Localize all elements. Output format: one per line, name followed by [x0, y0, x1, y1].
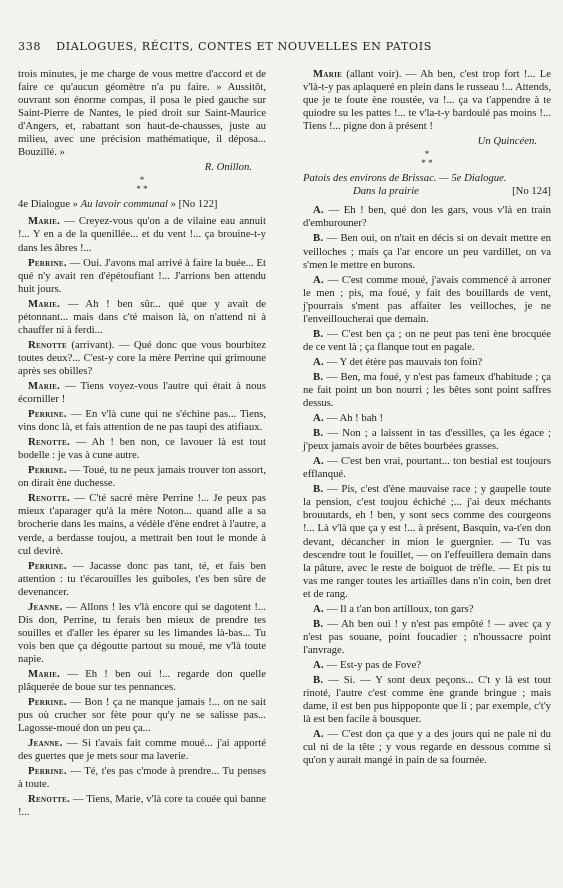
speaker-name: Renotte.	[28, 436, 70, 449]
speech-text: — Ah ! ben non, ce lavouer là est tout bodelle : je vas à cune autre.	[18, 436, 266, 462]
dialogue-4-lines	[18, 215, 266, 819]
dialogue-line	[303, 412, 551, 425]
speech-text: (arrivant). — Qué donc que vous bourbitez toutes deux?... C'est-y core la mère Perrine qui grimoune après ses obilles?	[18, 338, 266, 377]
speech-text: — En v'là cune qui ne s'échine pas... Tiens, vins donc là, et fais attention de ne pas taupi des atifiaux.	[18, 408, 266, 434]
dialogue-line	[303, 659, 551, 672]
dialogue-line	[18, 436, 266, 462]
section-stars	[303, 150, 551, 168]
speaker-name: A.	[313, 355, 324, 368]
left-column	[18, 68, 266, 821]
speech-text: — Creyez-vous qu'on a de vilaine eau annuit !... Y en a de la quenillée... et du vent !... ça brouine-t-y dans les âbres !...	[18, 215, 266, 254]
subtitle-place: Dans la prairie	[353, 185, 419, 198]
title-number: » [No 122]	[167, 198, 218, 211]
speech-text: — C'est comme moué, j'avais commencé à arroner le men ; pis, ma foué, y fait des bouillards de vent, j'pourrais s'ment pas affaiter les veilloches, je ne l'enveilloucherai que demain.	[303, 273, 551, 325]
speaker-name: Perrine.	[28, 765, 67, 778]
speech-text: — Ah ! bah !	[324, 412, 384, 425]
star-bottom: * *	[421, 158, 433, 169]
speaker-name: B.	[313, 427, 324, 440]
speaker-name: B.	[313, 370, 324, 383]
signature-quinceen: Un Quincéen.	[477, 135, 537, 148]
speaker-name: Marie.	[28, 215, 61, 228]
speech-text: — Oui. J'avons mal arrivé à faire la buée... Et qué n'y avait ren d'épétoufiant !... J'arrions ben attendu huit jours.	[18, 256, 266, 295]
speaker-name: Marie.	[28, 297, 61, 310]
speech-text: — Tiens, Marie, v'là core ta couée qui banne !...	[18, 793, 266, 819]
dialogue-line	[303, 371, 551, 410]
dialogue-4-title	[18, 198, 266, 211]
dialogue-line	[18, 696, 266, 735]
running-title: DIALOGUES, RÉCITS, CONTES ET NOUVELLES EN PATOIS	[56, 40, 432, 53]
dialogue-line	[303, 356, 551, 369]
star-top: *	[424, 149, 430, 160]
dialogue-line	[18, 298, 266, 337]
speech-text: — Tiens voyez-vous l'autre qui était à nous écorniller !	[18, 379, 266, 406]
title-prefix: 4e Dialogue »	[18, 198, 81, 211]
dialogue-4-end	[303, 68, 551, 133]
dialogue-line	[303, 274, 551, 326]
dialogue-line	[18, 668, 266, 694]
speech-text: (allant voir). — Ah ben, c'est trop fort !... Le v'là-t-y pas aplaqueré en plein dans le russeau !... Attends, que je te foute ène roustée, va !... ça va t'appendre à te quiodre su les pattes !... te v'la-t-y bardoulé pas moins !... Tiens !... pigne don à présent !	[303, 68, 551, 133]
speech-text: — Allons ! les v'là encore qui se dagotent !... Dis don, Perrine, tu ferais ben mieux de prendre tes souilles et d'aller les éparer su les limandes là-bas... Tu vois ben que ça dégoutte partout su moué, me v'là toute napie.	[18, 600, 266, 665]
speaker-name: B.	[313, 617, 324, 630]
speaker-name: B.	[313, 483, 324, 496]
speaker-name: A.	[313, 728, 324, 741]
speech-text: — C'est don ça que y a des jours qui ne pale ni du cul ni de la tête ; y vous regarde en dessous comme si qu'on y aurait mangé in pain de sa fournée.	[303, 728, 551, 767]
dialogue-line	[18, 601, 266, 666]
dialogue-line	[303, 204, 551, 230]
dialogue-line	[18, 215, 266, 254]
speaker-name: A.	[313, 658, 324, 671]
dialogue-line	[18, 408, 266, 434]
speaker-name: A.	[313, 412, 324, 425]
speech-text: — C'est ben ça ; on ne peut pas teni ène brocquée de ce vent là ; ça flanque tout en pagale.	[303, 327, 551, 353]
dialogue-5-title: Patois des environs de Brissac. — 5e Dialogue.	[303, 172, 507, 185]
dialogue-line	[303, 674, 551, 726]
speech-text: — Té, t'es pas c'mode à prendre... Tu penses à toute.	[18, 765, 266, 791]
dialogue-line	[303, 455, 551, 481]
speaker-name: Perrine.	[28, 256, 67, 269]
page-number: 338	[18, 40, 42, 53]
speech-text: — Est-y pas de Fove?	[324, 658, 422, 671]
speaker-name: Perrine.	[28, 696, 67, 709]
speech-text: — Ben, ma foué, y n'est pas fameux d'habitude ; ça ne fait point un bon nourri ; les bêtes sont point saffres dessus.	[303, 370, 551, 410]
speech-text: — Non ; a laissent in tas d'essilles, ça les égace ; j'peux jamais avoir de bêtes bourbées grasses.	[303, 427, 551, 453]
dialogue-line	[18, 737, 266, 763]
speech-text: — Si t'avais fait comme moué... j'ai apporté des guertes que je mets sour ma laverie.	[18, 737, 266, 763]
speech-text: — Il a t'an bon artilloux, ton gars?	[324, 602, 474, 615]
speaker-name: Renotte	[28, 338, 67, 351]
star-top: *	[139, 175, 145, 186]
speaker-name: Marie	[313, 68, 343, 80]
signature-onillon: R. Onillon.	[204, 161, 252, 174]
speaker-name: A.	[313, 455, 324, 468]
title-place: Au lavoir communal	[80, 198, 168, 211]
speech-text: — Toué, tu ne peux jamais trouver ton assort, on dirait ène duchesse.	[18, 464, 266, 490]
dialogue-line	[303, 728, 551, 767]
dialogue-line	[303, 483, 551, 600]
speech-text: — Eh ! ben oui !... regarde don quelle plâquerée de boue sur tes pennances.	[18, 667, 266, 694]
speech-text: — Ah ! ben sûr... qué que y avait de pétonnant... mais dans c'té maison là, on n'attend ni à chauffer ni à ferdi...	[18, 297, 266, 336]
speech-text: — Y det étère pas mauvais ton foin?	[324, 355, 483, 368]
dialogue-line	[303, 427, 551, 453]
dialogue-line	[18, 339, 266, 378]
speaker-name: Perrine.	[28, 408, 67, 421]
speech-text: — Si. — Y sont deux peçons... C't y là est tout rinoté, l'autre c'est comme ène grande bringue ; mais dame, il est ben pus hippoponte que li ; par exemple, c't'y là est ben facile à bousquer.	[303, 673, 551, 726]
dialogue-line	[18, 560, 266, 599]
speaker-name: B.	[313, 232, 324, 245]
section-stars	[18, 176, 266, 194]
dialogue-line	[18, 492, 266, 557]
speech-text: — Bon ! ça ne manque jamais !... on ne sait pus où crucher sor fète pour qu'y ne se salisse pas... Lagosse-moué don un peu ça...	[18, 696, 266, 735]
dialogue-line	[18, 464, 266, 490]
dialogue-5-subtitle	[303, 185, 551, 198]
continued-paragraph: trois minutes, je me charge de vous mettre d'accord et de faire ce qu'aucun géomètre n'a pu faire. » Aussitôt, ouvrant son énorme compas, il posa le pied gauche sur Saint-Pierre de Nantes, le pied droit sur Saint-Maurice d'Angers, et, rabattant son haut-de-chausses, juste au milieu, avec une précision mathématique, il déposa... Bouzillé. »	[18, 68, 266, 159]
speech-text: — Ben oui, on n'tait en décis si on devait mettre en veilloches ; mais ça l'ar encore un peu vardillet, on va s'men le mettre en burons.	[303, 232, 551, 271]
speech-text: — Eh ! ben, qué don les gars, vous v'là en train d'emburouner?	[303, 204, 551, 230]
speaker-name: Marie.	[28, 667, 61, 680]
speech-text: — Jacasse donc pas tant, té, et fais ben attention : tu t'écarouilles les guiboles, t'es ben sûre de devenancer.	[18, 559, 266, 598]
dialogue-5-lines	[303, 204, 551, 767]
dialogue-line	[303, 68, 551, 133]
speaker-name: A.	[313, 204, 324, 217]
dialogue-line	[303, 618, 551, 657]
right-column	[303, 68, 551, 769]
speech-text: — Ah ben oui ! y n'est pas empôté ! — avec ça y n'est pas souane, point foucadier ; n'houssacre point l'anvrage.	[303, 617, 551, 656]
speaker-name: B.	[313, 673, 324, 686]
dialogue-line	[18, 380, 266, 406]
speech-text: — C'té sacré mère Perrine !... Je peux pas mieux t'aparager qu'à la mère Noton... quand alle a sa brocherie dans les mains, a védèle d'ène endret à l'autre, a verde, a berdasse toujou, a mettrait ben tout le monde à cul devirè.	[18, 492, 266, 557]
speaker-name: Renotte.	[28, 793, 70, 806]
dialogue-line	[18, 765, 266, 791]
dialogue-line	[18, 257, 266, 296]
speaker-name: A.	[313, 273, 324, 286]
dialogue-line	[303, 328, 551, 354]
speaker-name: Perrine.	[28, 559, 67, 572]
speaker-name: A.	[313, 602, 324, 615]
dialogue-line	[303, 232, 551, 271]
speaker-name: B.	[313, 327, 324, 340]
dialogue-line	[18, 793, 266, 819]
running-header	[18, 40, 544, 53]
speaker-name: Jeanne.	[28, 737, 63, 750]
speech-text: — C'est ben vrai, pourtant... ton bestial est toujours efflanqué.	[303, 455, 551, 481]
star-bottom: * *	[136, 184, 148, 195]
speaker-name: Renotte.	[28, 492, 70, 505]
speaker-name: Perrine.	[28, 464, 67, 477]
speech-text: — Pis, c'est d'ène mauvaise race ; y gaupelle toute la pension, c'est toujou échiché ;... j'ai deux méchants brouutards, eh ! ben, y sont secs comme des courgeons !... Là v'là que ça y est !... à présent, Basquin, va-t'en don devant, décancher in mion le guergnier. — Tu vas descendre tout le fouillet, — on l'effeuillera demain dans la pâture, avec le reste de boiguot de trèfle. — Et pis tu vas me ranger toutes les artiaïlles dans n'in coin, ben dret et de rang.	[303, 483, 551, 600]
speaker-name: Jeanne.	[28, 600, 63, 613]
subtitle-number: [No 124]	[512, 185, 551, 198]
dialogue-line	[303, 603, 551, 616]
speaker-name: Marie.	[28, 379, 61, 392]
